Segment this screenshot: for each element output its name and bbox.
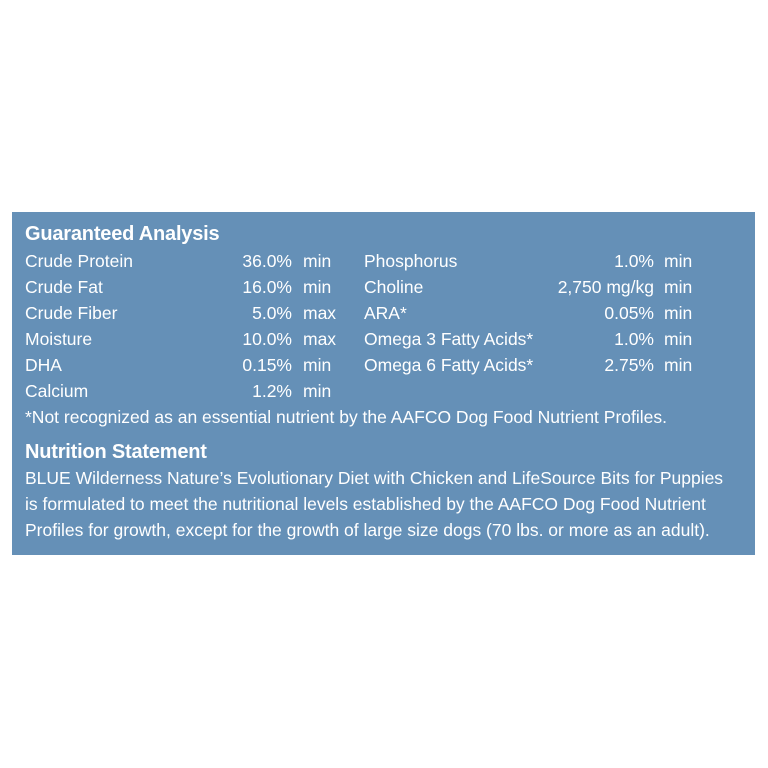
nutrient-name: ARA* (364, 303, 407, 323)
nutrient-name: Choline (364, 277, 424, 297)
nutrient-qualifier: max (303, 329, 337, 349)
nutrient-value: 2,750 mg/kg (557, 277, 654, 297)
nutrient-value: 1.0% (614, 329, 654, 349)
nutrient-qualifier: min (664, 355, 693, 375)
nutrient-name: Calcium (25, 381, 89, 401)
nutrient-value: 0.15% (242, 355, 292, 375)
statement-line: is formulated to meet the nutritional levels established by the AAFCO Dog Food Nutrient (25, 494, 706, 514)
footnote: *Not recognized as an essential nutrient by the AAFCO Dog Food Nutrient Profiles. (25, 407, 667, 427)
nutrient-name: Omega 3 Fatty Acids* (364, 329, 534, 349)
analysis-row (12, 378, 755, 404)
nutrient-name: DHA (25, 355, 62, 375)
nutrient-value: 10.0% (242, 329, 292, 349)
nutrient-value: 36.0% (242, 251, 292, 271)
analysis-row (12, 300, 755, 326)
nutrient-name: Crude Fat (25, 277, 103, 297)
analysis-row (12, 352, 755, 378)
statement-line: Profiles for growth, except for the growth of large size dogs (70 lbs. or more as an adult). (25, 520, 710, 540)
nutrient-value: 0.05% (604, 303, 654, 323)
nutrition-statement-heading: Nutrition Statement (25, 441, 207, 463)
nutrient-qualifier: min (303, 277, 332, 297)
nutrient-qualifier: min (303, 251, 332, 271)
analysis-row (12, 248, 755, 274)
nutrient-value: 5.0% (252, 303, 292, 323)
nutrient-qualifier: min (303, 355, 332, 375)
statement-line: BLUE Wilderness Nature’s Evolutionary Diet with Chicken and LifeSource Bits for Puppies (25, 468, 724, 488)
nutrition-panel (12, 212, 755, 555)
nutrient-qualifier: min (664, 303, 693, 323)
nutrient-name: Moisture (25, 329, 93, 349)
nutrient-name: Crude Fiber (25, 303, 118, 323)
nutrient-qualifier: min (664, 251, 693, 271)
nutrient-value: 1.0% (614, 251, 654, 271)
analysis-row (12, 274, 755, 300)
guaranteed-analysis-heading: Guaranteed Analysis (25, 223, 220, 245)
nutrient-qualifier: min (664, 329, 693, 349)
nutrient-name: Phosphorus (364, 251, 458, 271)
nutrient-qualifier: min (303, 381, 332, 401)
nutrient-name: Omega 6 Fatty Acids* (364, 355, 534, 375)
nutrient-qualifier: max (303, 303, 337, 323)
nutrient-name: Crude Protein (25, 251, 133, 271)
nutrition-statement-text (25, 465, 750, 543)
nutrient-value: 2.75% (604, 355, 654, 375)
nutrient-value: 1.2% (252, 381, 292, 401)
nutrient-qualifier: min (664, 277, 693, 297)
nutrient-value: 16.0% (242, 277, 292, 297)
analysis-row (12, 326, 755, 352)
